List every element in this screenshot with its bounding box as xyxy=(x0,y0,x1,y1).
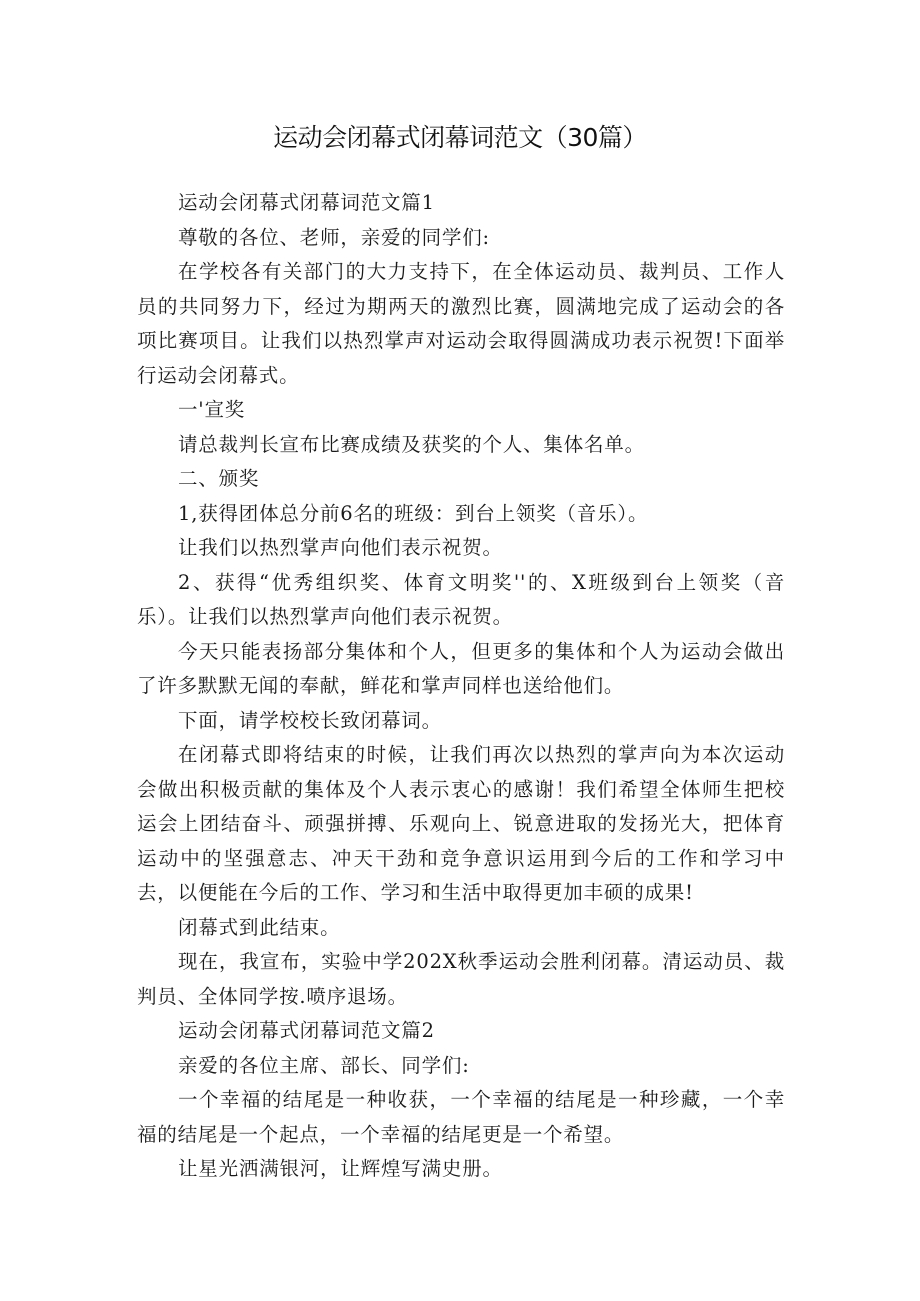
paragraph: 1,获得团体总分前6名的班级：到台上领奖（音乐）。 xyxy=(178,501,649,525)
section-heading-1: 运动会闭幕式闭幕词范文篇1 xyxy=(178,191,435,214)
paragraph: 让我们以热烈掌声向他们表示祝贺。 xyxy=(178,536,503,559)
paragraph: 在学校各有关部门的大力支持下，在全体运动员、裁判员、工作人员的共同努力下，经过为期两天的激烈比赛，圆满地完成了运动会的各项比赛项目。让我们以热烈掌声对运动会取得圆满成功表示祝贺!下面举行运动会闭幕式。 xyxy=(137,260,785,387)
document-body xyxy=(137,186,785,1187)
paragraph: 2、获得“优秀组织奖、体育文明奖''的、X班级到台上领奖（音乐）。让我们以热烈掌声向他们表示祝贺。 xyxy=(137,570,785,628)
paragraph: 闭幕式到此结束。 xyxy=(178,915,341,939)
paragraph: 一个幸福的结尾是一种收获，一个幸福的结尾是一种珍藏，一个幸福的结尾是一个起点，一个幸福的结尾更是一个希望。 xyxy=(137,1088,785,1146)
section-heading-2: 运动会闭幕式闭幕词范文篇2 xyxy=(178,1019,435,1042)
salutation: 尊敬的各位、老师，亲爱的同学们: xyxy=(178,225,490,249)
salutation: 亲爱的各位主席、部长、同学们: xyxy=(178,1053,470,1077)
paragraph: 今天只能表扬部分集体和个人，但更多的集体和个人为运动会做出了许多默默无闻的奉献，鲜花和掌声同样也送给他们。 xyxy=(137,639,785,697)
item-heading: 一'宣奖 xyxy=(178,398,246,421)
paragraph: 现在，我宣布，实验中学202X秋季运动会胜利闭幕。清运动员、裁判员、全体同学按.喷序退场。 xyxy=(137,950,785,1008)
paragraph: 在闭幕式即将结束的时候，让我们再次以热烈的掌声向为本次运动会做出积极贡献的集体及个人表示衷心的感谢！我们希望全体师生把校运会上团结奋斗、顽强拼搏、乐观向上、锐意进取的发扬光大，把体育运动中的坚强意志、冲天干劲和竞争意识运用到今后的工作和学习中去，以便能在今后的工作、学习和生活中取得更加丰硕的成果! xyxy=(137,743,785,904)
document-title: 运动会闭幕式闭幕词范文（30篇） xyxy=(273,123,647,152)
item-heading: 二、颁奖 xyxy=(178,467,260,490)
paragraph: 让星光洒满银河，让辉煌写满史册。 xyxy=(178,1157,503,1180)
paragraph: 下面，请学校校长致闭幕词。 xyxy=(178,708,442,732)
paragraph: 请总裁判长宣布比赛成绩及获奖的个人、集体名单。 xyxy=(178,432,645,456)
